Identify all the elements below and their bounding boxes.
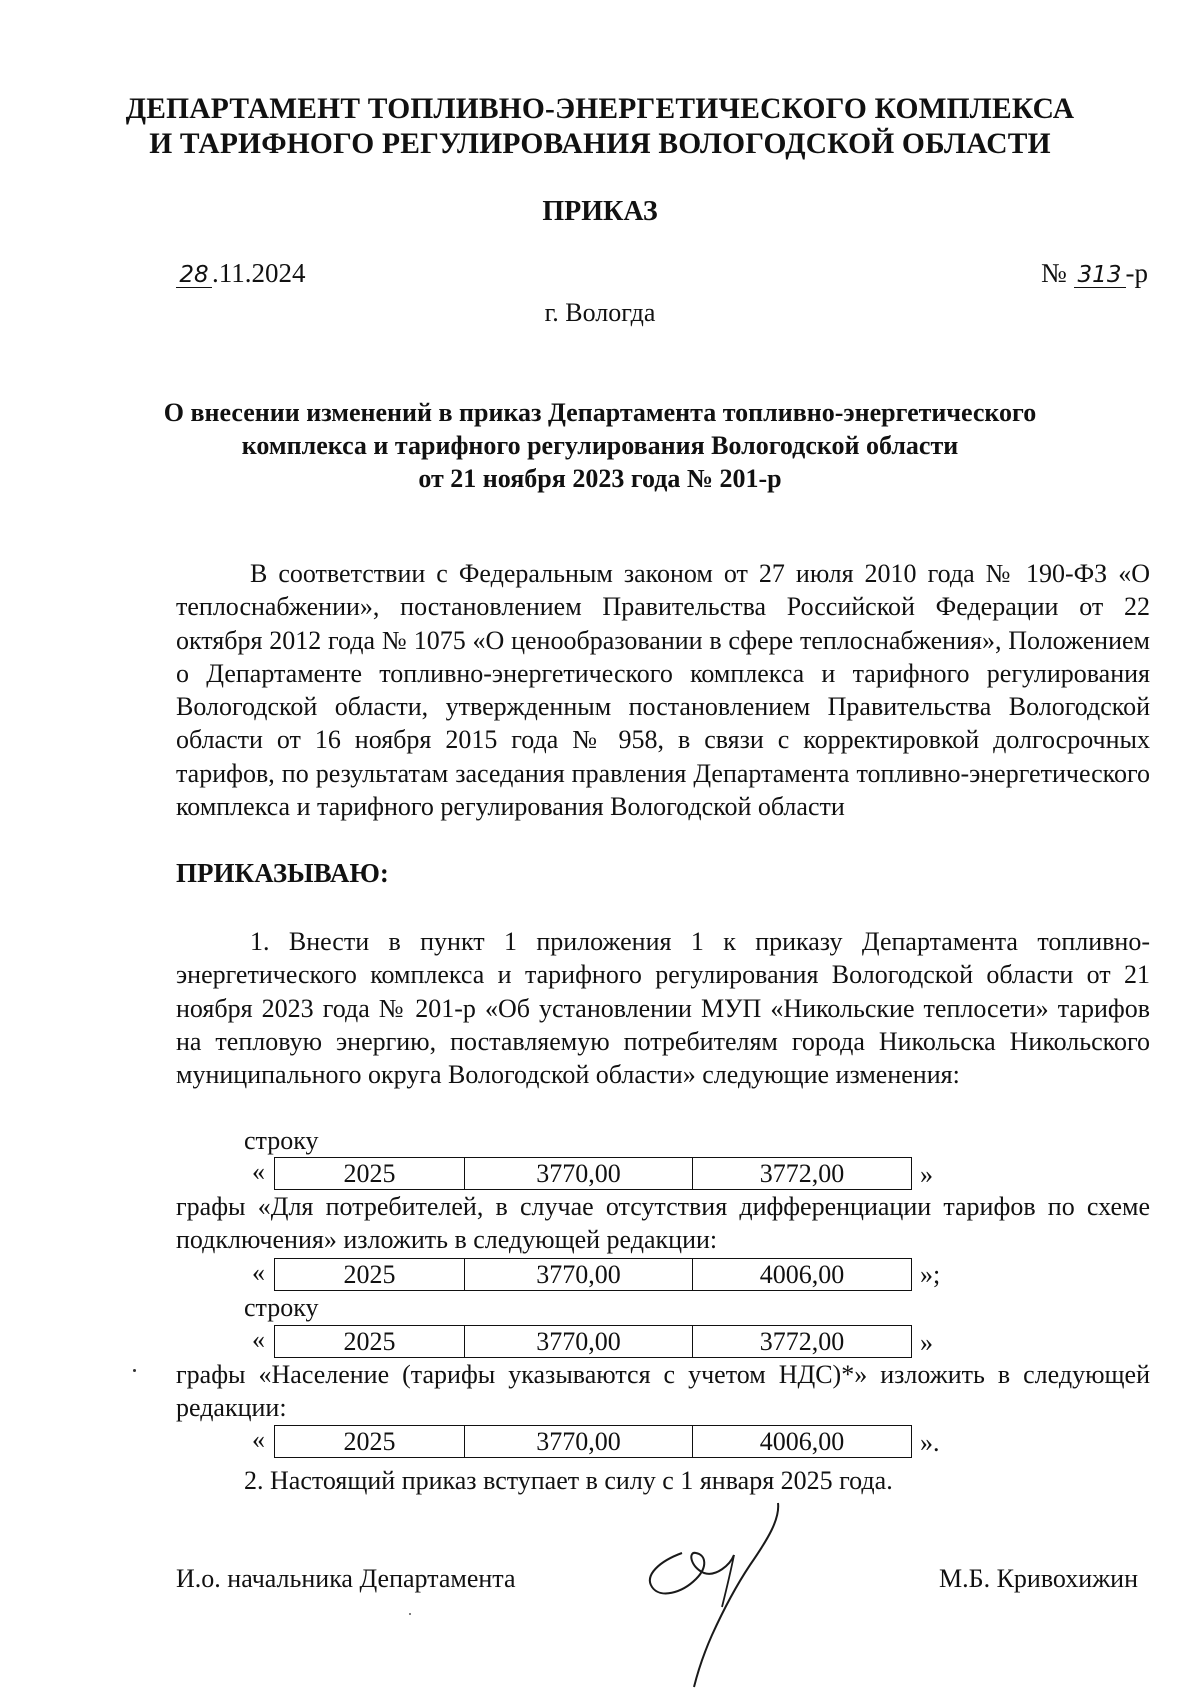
signatory-name: М.Б. Кривохижин [939,1564,1138,1593]
order-date [176,258,306,289]
row-2-value-2: 4006,00 [759,1260,845,1289]
quote-open-4: « [252,1425,265,1454]
number-handwritten: 313 [1074,263,1126,288]
subject-line-2: комплекса и тарифного регулирования Вологодской области [241,431,959,460]
quote-close-2: »; [920,1260,941,1289]
handwritten-signature [630,1495,810,1690]
column-text-1: графы «Для потребителей, в случае отсутствия дифференциации тарифов по схеме подключения» изложить в следующей редакции: [176,1192,1150,1254]
tariff-row-4 [274,1425,912,1458]
decree-word: ПРИКАЗЫВАЮ: [176,858,389,888]
column-text-2: графы «Население (тарифы указываются с учетом НДС)*» изложить в следующей редакции: [176,1360,1150,1422]
tariff-row-2 [274,1258,912,1291]
quote-open-2: « [252,1258,265,1287]
row-3-value-2: 3772,00 [759,1327,845,1356]
tariff-row-3 [274,1325,912,1358]
row-3-year: 2025 [275,1326,465,1357]
signatory-role: И.о. начальника Департамента [176,1564,516,1593]
department-name [0,92,1200,162]
city: г. Вологда [544,298,656,327]
row-1-year: 2025 [275,1158,465,1189]
subject-line-1: О внесении изменений в приказ Департамента топливно-энергетического [163,398,1037,427]
scan-speck [409,1613,411,1615]
quote-close-3: » [920,1328,933,1357]
row-4-value-1: 3770,00 [465,1426,693,1457]
preamble-paragraph: В соответствии с Федеральным законом от 27 июля 2010 года № 190-ФЗ «О теплоснабжении», постановлением Правительства Российской Федерации от 22 октября 2012 года № 1075 «О ценообразовании в сфере теплоснабжения», Положением о Департаменте топливно-энергетического комплекса и тарифного регулирования Вологодской области, утвержденным постановлением Правительства Вологодской области от 16 ноября 2015 года № 958, в связи с корректировкой долгосрочных тарифов, по результатам заседания правления Департамента топливно-энергетического комплекса и тарифного регулирования Вологодской области [176,559,1150,822]
date-month-year: .11.2024 [212,258,306,288]
row-4-value-2: 4006,00 [759,1427,845,1456]
subject-line-3: от 21 ноября 2023 года № 201-р [418,464,782,493]
department-line-1: ДЕПАРТАМЕНТ ТОПЛИВНО-ЭНЕРГЕТИЧЕСКОГО КОМПЛЕКСА [125,93,1075,125]
row-word-1: строку [244,1126,319,1155]
row-1-value-2: 3772,00 [759,1159,845,1188]
quote-open-1: « [252,1157,265,1186]
number-sign: № [1040,258,1067,288]
quote-close-1: » [920,1160,933,1189]
row-2-year: 2025 [275,1259,465,1290]
scan-speck [133,1369,136,1372]
point-1-paragraph: 1. Внести в пункт 1 приложения 1 к приказу Департамента топливно-энергетического комплекса и тарифного регулирования Вологодской области от 21 ноября 2023 года № 201-р «Об установлении МУП «Никольские теплосети» тарифов на тепловую энергию, поставляемую потребителям города Никольска Никольского муниципального округа Вологодской области» следующие изменения: [176,927,1150,1090]
row-3-value-1: 3770,00 [465,1326,693,1357]
department-line-2: И ТАРИФНОГО РЕГУЛИРОВАНИЯ ВОЛОГОДСКОЙ ОБЛАСТИ [149,128,1051,160]
point-2-paragraph: 2. Настоящий приказ вступает в силу с 1 января 2025 года. [244,1466,893,1495]
tariff-row-1 [274,1157,912,1190]
row-word-2: строку [244,1293,319,1322]
row-1-value-1: 3770,00 [465,1158,693,1189]
row-2-value-1: 3770,00 [465,1259,693,1290]
quote-close-4: ». [920,1428,940,1457]
document-type: ПРИКАЗ [542,196,658,227]
number-suffix: -р [1125,258,1148,288]
order-subject [120,396,1080,495]
row-4-year: 2025 [275,1426,465,1457]
date-day-handwritten: 28 [176,263,212,288]
quote-open-3: « [252,1325,265,1354]
order-number [1041,258,1148,289]
